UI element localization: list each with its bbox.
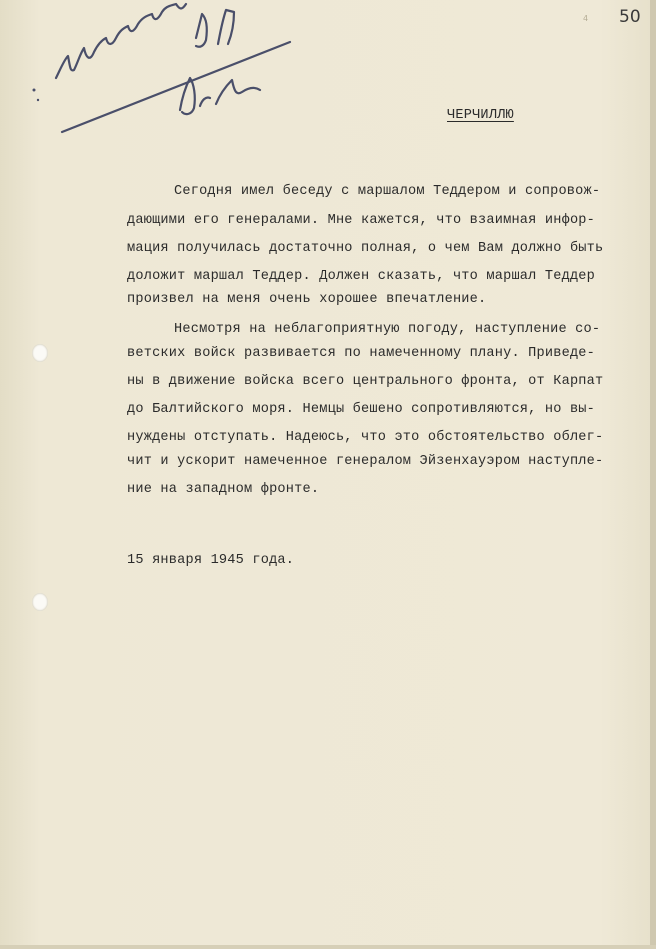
addressee-heading: ЧЕРЧИЛЛЮ — [447, 108, 514, 123]
paragraph1-line-1: Сегодня имел беседу с маршалом Теддером и сопровож- — [174, 184, 601, 199]
paragraph1-line-2: дающими его генералами. Мне кажется, что взаимная инфор- — [127, 213, 596, 228]
paragraph2-line-3: ны в движение войска всего центрального фронта, от Карпат — [127, 374, 604, 389]
paragraph2-line-1: Несмотря на неблагоприятную погоду, наступление со- — [174, 322, 601, 337]
punch-hole-bottom — [32, 593, 48, 611]
paragraph2-line-6: чит и ускорит намеченное генералом Эйзенхауэром наступле- — [127, 454, 604, 469]
paragraph2-line-5: нуждены отступать. Надеюсь, что это обстоятельство облег- — [127, 430, 604, 445]
paragraph2-line-2: ветских войск развивается по намеченному плану. Приведе- — [127, 346, 596, 361]
page-edge — [650, 0, 656, 949]
page-edge-bottom — [0, 945, 656, 949]
archive-stamp: 4 — [583, 14, 589, 23]
paragraph2-line-7: ние на западном фронте. — [127, 482, 320, 497]
punch-hole-top — [32, 344, 48, 362]
document-date: 15 января 1945 года. — [127, 553, 295, 568]
handwritten-approval-note — [20, 0, 320, 160]
paragraph1-line-3: мация получилась достаточно полная, о чем Вам должно быть — [127, 241, 604, 256]
paragraph2-line-4: до Балтийского моря. Немцы бешено сопротивляются, но вы- — [127, 402, 596, 417]
page-number: 50 — [619, 7, 641, 27]
paragraph1-line-5: произвел на меня очень хорошее впечатление. — [127, 292, 487, 307]
paragraph1-line-4: доложит маршал Теддер. Должен сказать, что маршал Теддер — [127, 269, 596, 284]
